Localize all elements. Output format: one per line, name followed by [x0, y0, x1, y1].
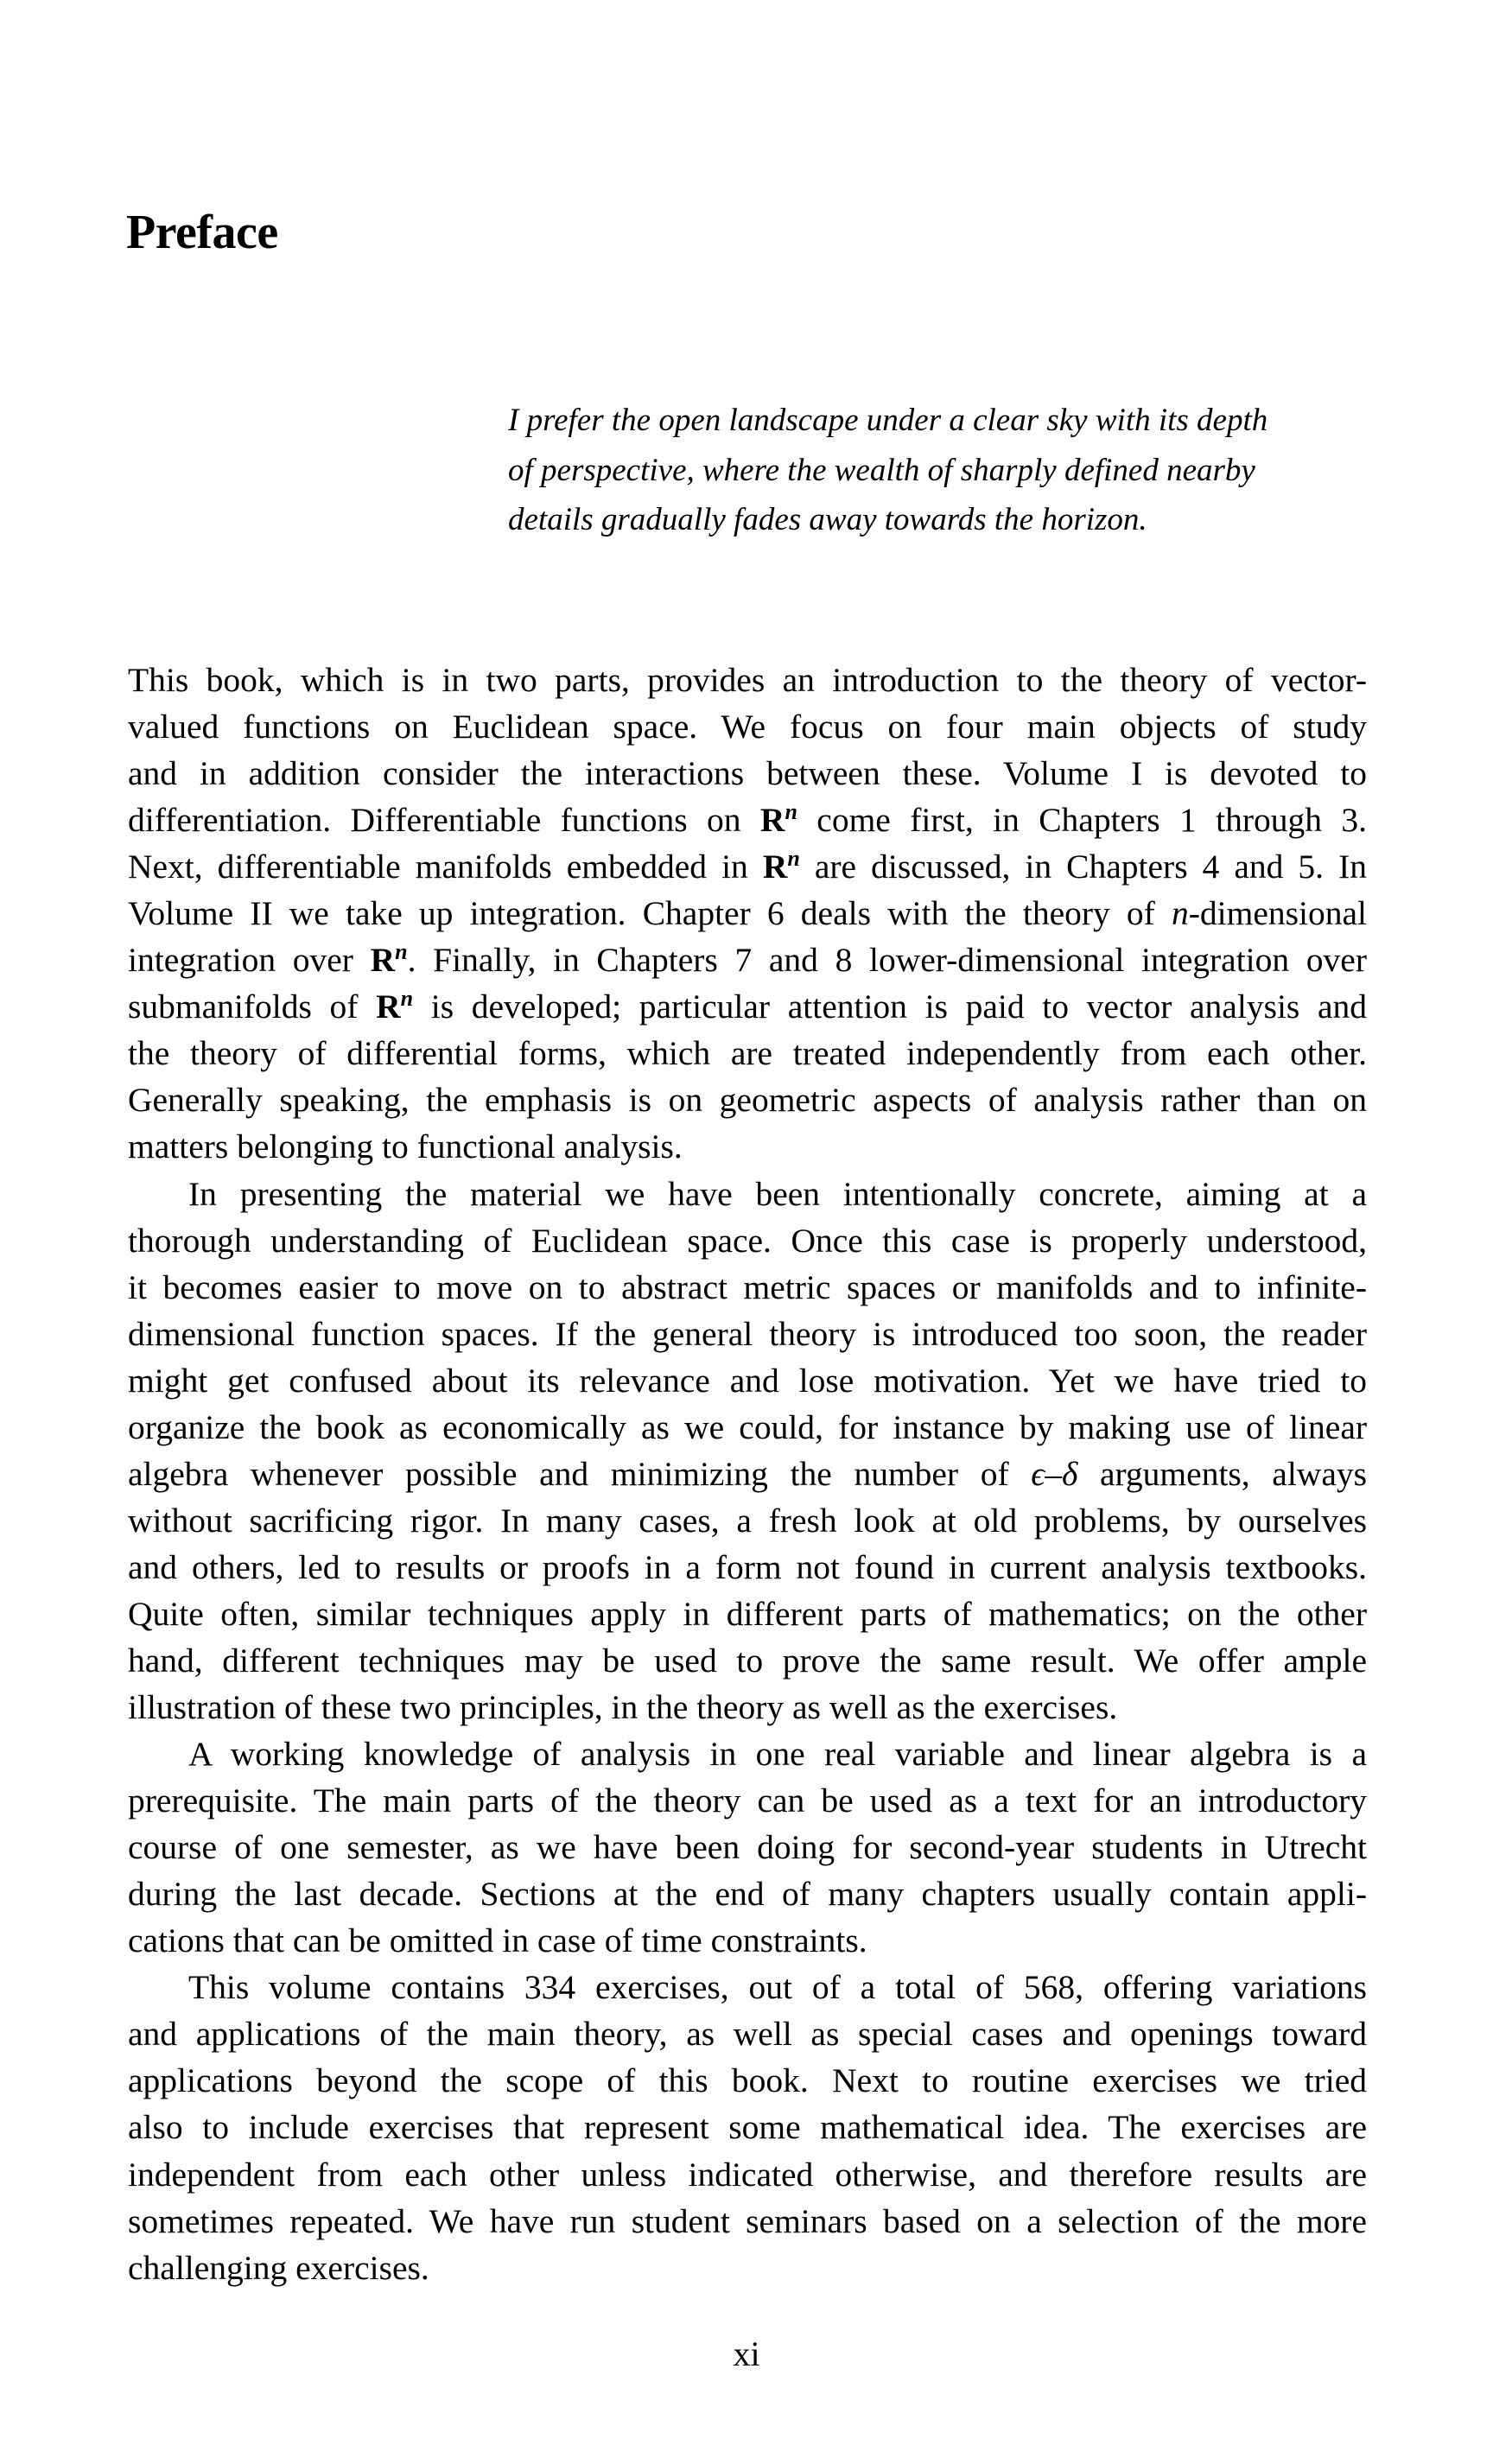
- math-exponent-n: n: [785, 799, 797, 825]
- text-line: the theory of differential forms, which are treated independently from each other.: [128, 1034, 1367, 1073]
- text-line: This volume contains 334 exercises, out of a total of 568, offering variations: [188, 1968, 1367, 2007]
- text-line: illustration of these two principles, in the theory as well as the exercises.: [128, 1688, 1118, 1727]
- text-line: thorough understanding of Euclidean space. Once this case is properly understood,: [128, 1221, 1367, 1260]
- math-R-n: [371, 941, 408, 979]
- text-line: during the last decade. Sections at the end of many chapters usually contain appli-: [128, 1875, 1367, 1914]
- body-text: [128, 657, 1367, 2291]
- text-line: [128, 983, 1367, 1030]
- text-line: and applications of the main theory, as well as special cases and openings toward: [128, 2015, 1367, 2054]
- text-line: without sacrificing rigor. In many cases, a fresh look at old problems, by ourselves: [128, 1501, 1367, 1540]
- math-R: R: [370, 941, 396, 980]
- text-line: Quite often, similar techniques apply in different parts of mathematics; on the other: [128, 1594, 1367, 1633]
- paragraph: [128, 1731, 1367, 1964]
- math-n: n: [1172, 894, 1189, 933]
- text-segment: -dimensional: [1188, 894, 1367, 933]
- text-line: [128, 937, 1367, 983]
- math-R: R: [376, 988, 401, 1026]
- text-segment: arguments, always: [1077, 1454, 1367, 1493]
- text-line: This book, which is in two parts, provides an introduction to the theory of vector-: [128, 661, 1367, 699]
- text-line: sometimes repeated. We have run student seminars based on a selection of the more: [128, 2201, 1367, 2240]
- epigraph-line: details gradually fades away towards the horizon.: [508, 502, 1147, 537]
- text-line: [128, 1451, 1367, 1497]
- text-segment: submanifolds of: [128, 988, 377, 1026]
- epigraph: [508, 396, 1372, 545]
- text-line: might get confused about its relevance and lose motivation. Yet we have tried to: [128, 1361, 1367, 1400]
- math-R-n: [763, 848, 800, 886]
- math-R-n: [760, 801, 797, 839]
- page-number: xi: [733, 2334, 760, 2373]
- text-segment: differentiation. Differentiable functions on: [128, 801, 760, 840]
- paragraph: [128, 1171, 1367, 1731]
- text-line: cations that can be omitted in case of time constraints.: [128, 1921, 867, 1960]
- text-segment: integration over: [128, 941, 371, 980]
- math-epsilon-delta: ϵ–δ: [1031, 1454, 1078, 1493]
- epigraph-line: I prefer the open landscape under a clear sky with its depth: [508, 403, 1268, 438]
- text-line: it becomes easier to move on to abstract metric spaces or manifolds and to infinite-: [128, 1267, 1367, 1306]
- math-R: R: [762, 848, 788, 886]
- math-exponent-n: n: [395, 939, 408, 965]
- text-segment: is developed; particular attention is paid to vector analysis and: [413, 988, 1367, 1026]
- math-exponent-n: n: [787, 846, 800, 872]
- text-segment: Volume II we take up integration. Chapter 6 deals with the theory of: [128, 894, 1172, 933]
- text-segment: are discussed, in Chapters 4 and 5. In: [799, 848, 1367, 886]
- text-line: and others, led to results or proofs in a form not found in current analysis textbooks.: [128, 1547, 1367, 1586]
- text-line: Generally speaking, the emphasis is on geometric aspects of analysis rather than on: [128, 1081, 1367, 1120]
- text-line: independent from each other unless indicated otherwise, and therefore results are: [128, 2155, 1367, 2194]
- paragraph: [128, 657, 1367, 1171]
- text-line: matters belonging to functional analysis.: [128, 1127, 683, 1166]
- text-segment: come first, in Chapters 1 through 3.: [797, 801, 1367, 840]
- text-segment: Next, differentiable manifolds embedded in: [128, 848, 763, 886]
- math-exponent-n: n: [400, 986, 414, 1012]
- text-line: also to include exercises that represent some mathematical idea. The exercises are: [128, 2108, 1367, 2147]
- text-line: [128, 843, 1367, 890]
- text-line: [128, 797, 1367, 843]
- text-line: hand, different techniques may be used to prove the same result. We offer ample: [128, 1641, 1367, 1680]
- paragraph: [128, 1964, 1367, 2290]
- text-line: prerequisite. The main parts of the theory can be used as a text for an introductory: [128, 1781, 1367, 1820]
- text-line: and in addition consider the interactions between these. Volume I is devoted to: [128, 754, 1367, 793]
- math-R: R: [759, 801, 785, 840]
- text-line: A working knowledge of analysis in one real variable and linear algebra is a: [188, 1735, 1367, 1774]
- text-line: In presenting the material we have been intentionally concrete, aiming at a: [188, 1174, 1367, 1213]
- text-segment: . Finally, in Chapters 7 and 8 lower-dimensional integration over: [407, 941, 1367, 980]
- text-line: valued functions on Euclidean space. We focus on four main objects of study: [128, 708, 1367, 746]
- text-line: challenging exercises.: [128, 2248, 429, 2287]
- text-line: applications beyond the scope of this book. Next to routine exercises we tried: [128, 2061, 1367, 2100]
- text-segment: algebra whenever possible and minimizing the number of: [128, 1454, 1032, 1493]
- chapter-title: Preface: [126, 206, 278, 259]
- math-R-n: [376, 988, 413, 1026]
- text-line: dimensional function spaces. If the general theory is introduced too soon, the reader: [128, 1314, 1367, 1353]
- epigraph-line: of perspective, where the wealth of sharply defined nearby: [508, 452, 1255, 488]
- text-line: course of one semester, as we have been doing for second-year students in Utrecht: [128, 1828, 1367, 1867]
- text-line: organize the book as economically as we could, for instance by making use of linear: [128, 1407, 1367, 1446]
- text-line: [128, 890, 1367, 937]
